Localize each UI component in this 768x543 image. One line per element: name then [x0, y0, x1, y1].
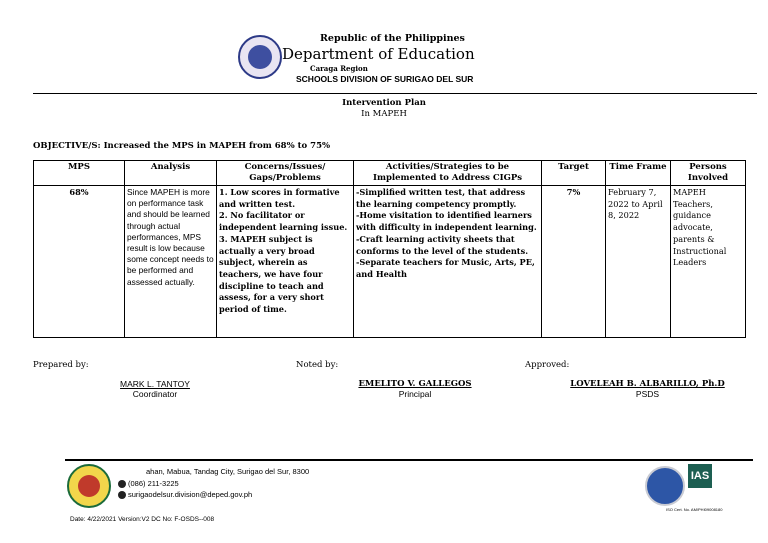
intervention-table — [33, 160, 746, 338]
prepared-name: MARK L. TANTOY — [120, 379, 190, 389]
email-icon — [118, 491, 126, 499]
header-target: Target — [542, 161, 606, 186]
phone-text: (086) 211-3225 — [128, 479, 179, 488]
time-frame-cell: February 7, 2022 to April 8, 2022 — [606, 186, 671, 338]
target-cell: 7% — [542, 186, 606, 338]
division-heading: SCHOOLS DIVISION OF SURIGAO DEL SUR — [296, 74, 474, 84]
prepared-by-label: Prepared by: — [33, 360, 89, 370]
w3-certification-logo — [645, 466, 685, 506]
address-text: ahan, Mabua, Tandag City, Surigao del Sur, 8300 — [146, 467, 310, 476]
deped-seal-logo — [238, 35, 282, 79]
concern-item: 3. MAPEH subject is actually a very broad subject, wherein as teachers, we have four discipline to teach and assess, for a very short period of time. — [219, 233, 324, 315]
activity-item: -Simplified written test, that address the learning competency promptly. — [356, 187, 526, 209]
plan-subtitle: In MAPEH — [361, 109, 407, 119]
approved-role: PSDS — [635, 389, 660, 399]
noted-role: Principal — [398, 389, 432, 399]
location-icon — [118, 468, 144, 476]
footer-divider — [65, 459, 753, 461]
activity-item: -Home visitation to identified learners with difficulty in independent learning. — [356, 210, 537, 233]
republic-heading: Republic of the Philippines — [320, 33, 465, 44]
header-time-frame: Time Frame — [606, 161, 671, 186]
header-divider — [33, 93, 757, 94]
header-concerns: Concerns/Issues/ Gaps/Problems — [217, 161, 354, 186]
header-activities: Activities/Strategies to be Implemented to Address CIGPs — [354, 161, 542, 186]
noted-signature-block — [330, 379, 500, 399]
ias-accreditation-badge: IAS — [688, 464, 712, 488]
footer-address — [118, 467, 309, 476]
activity-item: -Separate teachers for Music, Arts, PE, and Health — [356, 257, 535, 279]
objective-text: OBJECTIVE/S: Increased the MPS in MAPEH from 68% to 75% — [33, 141, 331, 151]
concern-item: 2. No facilitator or independent learning issue. — [219, 210, 348, 233]
header-mps: MPS — [34, 161, 125, 186]
concern-item: 1. Low scores in formative and written test. — [219, 187, 340, 209]
header-analysis: Analysis — [125, 161, 217, 186]
persons-cell: MAPEH Teachers, guidance advocate, parents & Instructional Leaders — [671, 186, 746, 338]
table-header-row — [34, 161, 746, 186]
approved-name: LOVELEAH B. ALBARILLO, Ph.D — [570, 379, 725, 389]
concerns-cell — [217, 186, 354, 338]
analysis-cell: Since MAPEH is more on performance task and should be learned through actual performances, MPS result is low because some concept needs to be performed and assessed actually. — [125, 186, 217, 338]
noted-by-label: Noted by: — [296, 360, 339, 370]
approved-signature-block — [555, 379, 740, 399]
document-info: Date: 4/22/2021 Version:V2 DC No: F-OSDS--008 — [70, 516, 215, 523]
table-row — [34, 186, 746, 338]
prepared-signature-block — [80, 379, 230, 399]
noted-name: EMELITO V. GALLEGOS — [358, 379, 472, 389]
email-text: surigaodelsur.division@deped.gov.ph — [128, 490, 253, 499]
footer-email — [118, 490, 252, 499]
prepared-role: Coordinator — [132, 389, 178, 399]
division-logo — [67, 464, 111, 508]
region-heading: Caraga Region — [310, 64, 368, 73]
department-heading: Department of Education — [282, 45, 475, 63]
activity-item: -Craft learning activity sheets that conforms to the level of the students. — [356, 233, 529, 256]
footer-phone — [118, 479, 179, 488]
iso-cert-number: ISO Cert. No. AM/PHI09008180 — [666, 507, 723, 512]
header-persons: Persons Involved — [671, 161, 746, 186]
mps-cell: 68% — [34, 186, 125, 338]
activities-cell — [354, 186, 542, 338]
phone-icon — [118, 480, 126, 488]
approved-label: Approved: — [525, 360, 570, 370]
plan-title: Intervention Plan — [342, 98, 426, 108]
